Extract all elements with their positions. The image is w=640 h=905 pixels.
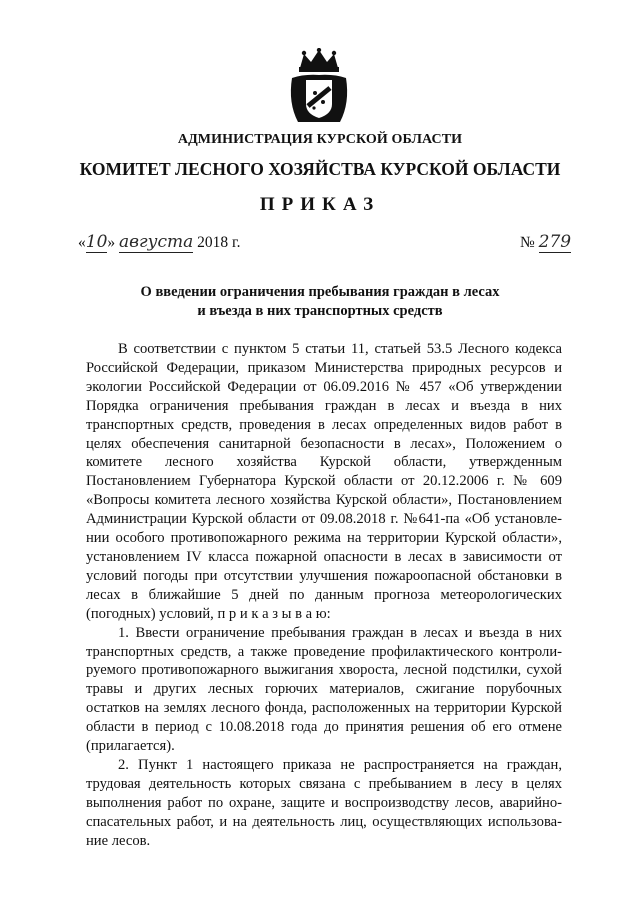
- date-year: 2018 г.: [197, 234, 241, 251]
- date-day: 10: [85, 232, 108, 252]
- clause-2-paragraph: 2. Пункт 1 настоящего приказа не распространяется на граждан, трудовая деятельность которых связана с пребыванием в лесу в целях выполнения работ по охране, защите и воспроизводству лесов, аварийно-спасательных работ, и на деятельность лиц, осуществляющих использование лесов.: [86, 756, 562, 849]
- preamble-paragraph: В соответствии с пунктом 5 статьи 11, статьей 53.5 Лесного кодекса Российской Федерации, приказом Министерства природных ресурсов и экологии Российской Федерации от 06.09.2016 № 457 «Об утверждении Порядка ограничения пребывания граждан в лесах и въезда в них транспортных средств, проведения в лесах определенных видов работ в целях обеспечения санитарной безопасности в лесах», Положением о комитете лесного хозяйства Курской области, утвержденным Постановлением Губернатора Курской области от 20.12.2006 г. № 609 «Вопросы комитета лесного хозяйства Курской области», Постановлением Администрации Курской области от 09.08.2018 г. №641-па «Об установлении особого противопожарного режима на территории Курской области», установлением IV класса пожарной опасности в лесах в зависимости от условий погоды при отсутствии улучшения пожароопасной обстановки в лесах в ближайшие 5 дней по данным прогноза метеорологических (погодных) условий, п р и к а з ы в а ю:: [86, 341, 562, 622]
- order-body: [86, 340, 562, 850]
- date-month: августа: [119, 232, 194, 252]
- order-date: [78, 232, 241, 252]
- clause-1-paragraph: 1. Ввести ограничение пребывания граждан в лесах и въезда в них транспортных средств, а также проведение профилактического контролируемого противопожарного выжигания хвороста, лесной подстилки, сухой травы и других лесных горючих материалов, сжигание порубочных остатков на землях лесного фонда, расположенных на территории Курской области в период с 10.08.2018 года до принятия решения об его отмене (прилагается).: [86, 624, 562, 755]
- document-type-title: ПРИКАЗ: [259, 194, 381, 215]
- date-open-quote: «: [78, 234, 86, 251]
- order-subject: [0, 283, 640, 321]
- order-number: [520, 232, 571, 252]
- subject-line-1: О введении ограничения пребывания граждан в лесах: [140, 284, 500, 300]
- number-prefix: №: [520, 234, 535, 251]
- kursk-coat-of-arms-icon: [286, 48, 352, 128]
- committee-name: КОМИТЕТ ЛЕСНОГО ХОЗЯЙСТВА КУРСКОЙ ОБЛАСТИ: [79, 159, 561, 179]
- subject-line-2: и въезда в них транспортных средств: [197, 303, 443, 319]
- administration-name: АДМИНИСТРАЦИЯ КУРСКОЙ ОБЛАСТИ: [177, 132, 463, 147]
- number-value: 279: [538, 232, 572, 252]
- date-close-quote: »: [107, 234, 116, 251]
